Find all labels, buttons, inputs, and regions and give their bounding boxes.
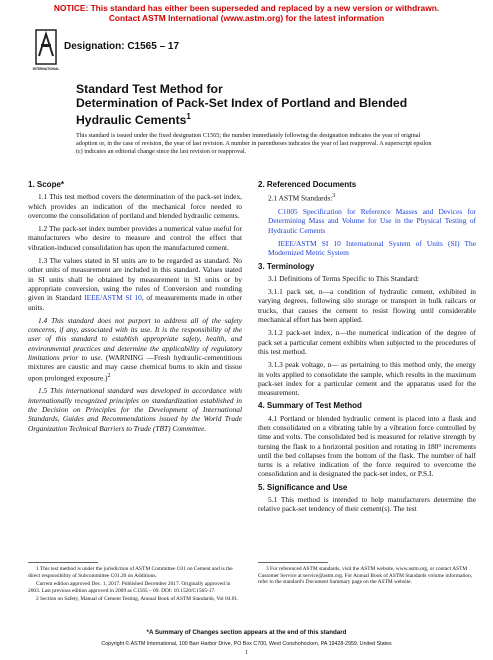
footnotes-left — [28, 562, 242, 605]
para-2-1: 2.1 ASTM Standards:$^3$ — [268, 193, 336, 203]
para-1-1: 1.1 This test method covers the determination of the pack-set index, which provides an indication of the mechanical force needed to overcome the consolidation of portland and blended hydraulic cements. — [28, 192, 242, 220]
document-title — [76, 82, 456, 128]
issue-note: This standard is issued under the fixed designation C1565; the number immediately following the designation indicates the year of original adoption or, in the case of revision, the year of last revision. A number in parentheses indicates the year of last reapproval. A superscript epsilon (ε) indicates an editorial change since the last revision or reapproval. — [76, 132, 432, 155]
right-column — [258, 176, 476, 518]
page-number: 1 — [245, 650, 248, 656]
para-1-2: 1.2 The pack-set index number provides a numerical value useful for manufacturers who desire to measure and control the effect that vibration-induced consolidation has upon the manufactured cement. — [28, 224, 242, 252]
title-line-2: Determination of Pack-Set Index of Portland and Blended — [76, 96, 408, 111]
supersession-notice — [0, 3, 493, 23]
title-line-3: Hydraulic Cements$^1$ — [76, 112, 191, 128]
footnote-1b: Current edition approved Dec. 1, 2017. Published December 2017. Originally approved in 2003. Last previous edition approved in 2009 as C1565 – 09. DOI: 10.1520/C1565-17. — [28, 581, 231, 594]
summary-of-changes-note: *A Summary of Changes section appears at the end of this standard — [146, 629, 347, 636]
footnote-divider — [258, 562, 328, 563]
footnote-2: 2 Section on Safety, Manual of Cement Testing, Annual Book of ASTM Standards, Vol 04.01. — [36, 596, 239, 603]
para-1-4: 1.4 This standard does not purport to address all of the safety concerns, if any, associated with its use. It is the responsibility of the user of this standard to establish appropriate safety, health, and environmental practices and determine the applicability of regulatory limitations prior to use. (WARNING —Fresh hydraulic-cementitious mixtures are caustic and may cause chemical burns to skin and tissue upon prolonged exposure.)$^2$ — [28, 315, 242, 383]
copyright-line: Copyright © ASTM International, 100 Barr Harbor Drive, PO Box C700, West Conshohocken, PA 19428-2959. United States — [101, 641, 392, 647]
title-line-1: Standard Test Method for — [76, 82, 223, 96]
section-heading-referenced-documents: 2. Referenced Documents — [258, 180, 357, 189]
designation: Designation: C1565 – 17 — [64, 41, 180, 52]
left-column — [28, 176, 242, 437]
svg-text:INTERNATIONAL: INTERNATIONAL — [32, 67, 60, 71]
para-3-1-2: 3.1.2 pack-set index, n—the numerical indication of the degree of pack set a particular cement exhibits when subjected to the procedures of this test method. — [258, 328, 476, 356]
c1005-link[interactable]: C1005 — [278, 207, 298, 217]
para-3-1-3: 3.1.3 peak voltage, n— as pertaining to this method only, the energy in volts applied to consolidate the sample, which results in the maximum pack-set index for a particular cement and the apparatus used for the measurement. — [258, 360, 476, 398]
para-1-3: 1.3 The values stated in SI units are to be regarded as standard. No other units of measurement are included in this standard. Values stated in SI units shall be obtained by measurement in SI units or by appropriate conversion, using the rules of Conversion and rounding given in Standard IEEE/ASTM SI 10, of measurements made in other units. — [28, 256, 242, 312]
reference-c1005: C1005 Specification for Reference Masses and Devices for Determining Mass and Volume for Use in the Physical Testing of Hydraulic Cements — [268, 207, 476, 235]
reference-si10: IEEE/ASTM SI 10 International System of Units (SI) The Modernized Metric System — [268, 238, 476, 258]
footnote-3: 3 For referenced ASTM standards, visit the ASTM website, www.astm.org, or contact ASTM Customer Service at service@astm.org. For Annual Book of ASTM Standards volume information, refer to the standard's Document Summary page on the ASTM website. — [258, 566, 473, 586]
para-4-1: 4.1 Portland or blended hydraulic cement is placed into a flask and then consolidated on a vibrating table by a vibration force controlled by time and volts. The consolidated bed is measured for relative strength by turning the flask to a horizontal position and rotating in 180° increments until the bed collapses from the bottom of the flask. The number of half turns is a relative indication of the force required to overcome the consolidation and is designated the pack-set index, or P.S.I. — [258, 413, 476, 479]
notice-line-2: Contact ASTM International (www.astm.org) for the latest information — [108, 13, 385, 23]
para-5-1: 5.1 This method is intended to help manufacturers determine the relative pack-set tendency of their cement(s). The test — [258, 495, 476, 514]
si10-link[interactable]: IEEE/ASTM SI 10 — [84, 293, 142, 303]
para-3-1-1: 3.1.1 pack set, n—a condition of hydraulic cement, exhibited in varying degrees, following silo storage or transport in bulk railcars or trucks, that causes the cement to resist flowing until considerable mechanical effort has been applied. — [258, 287, 476, 325]
footnote-divider — [28, 562, 98, 563]
para-3-1: 3.1 Definitions of Terms Specific to This Standard: — [268, 273, 420, 283]
si10-ref-link[interactable]: IEEE/ASTM SI 10 — [278, 238, 341, 248]
astm-logo-icon — [34, 28, 58, 72]
para-1-5: 1.5 This international standard was developed in accordance with internationally recognized principles on standardization established in the Decision on Principles for the Development of International Standards, Guides and Recommendations issued by the World Trade Organization Technical Barriers to Trade (TBT) Committee. — [28, 386, 242, 433]
section-heading-significance: 5. Significance and Use — [258, 482, 348, 492]
notice-line-1: NOTICE: This standard has either been superseded and replaced by a new version or withdrawn. — [53, 3, 440, 13]
footnote-1: 1 This test method is under the jurisdiction of ASTM Committee C01 on Cement and is the direct responsibility of Subcommittee C01.20 on Additions. — [28, 566, 233, 579]
section-heading-summary: 4. Summary of Test Method — [258, 401, 362, 411]
footnotes-right — [258, 562, 476, 588]
section-heading-scope: 1. Scope* — [28, 180, 65, 189]
section-heading-terminology: 3. Terminology — [258, 261, 315, 271]
